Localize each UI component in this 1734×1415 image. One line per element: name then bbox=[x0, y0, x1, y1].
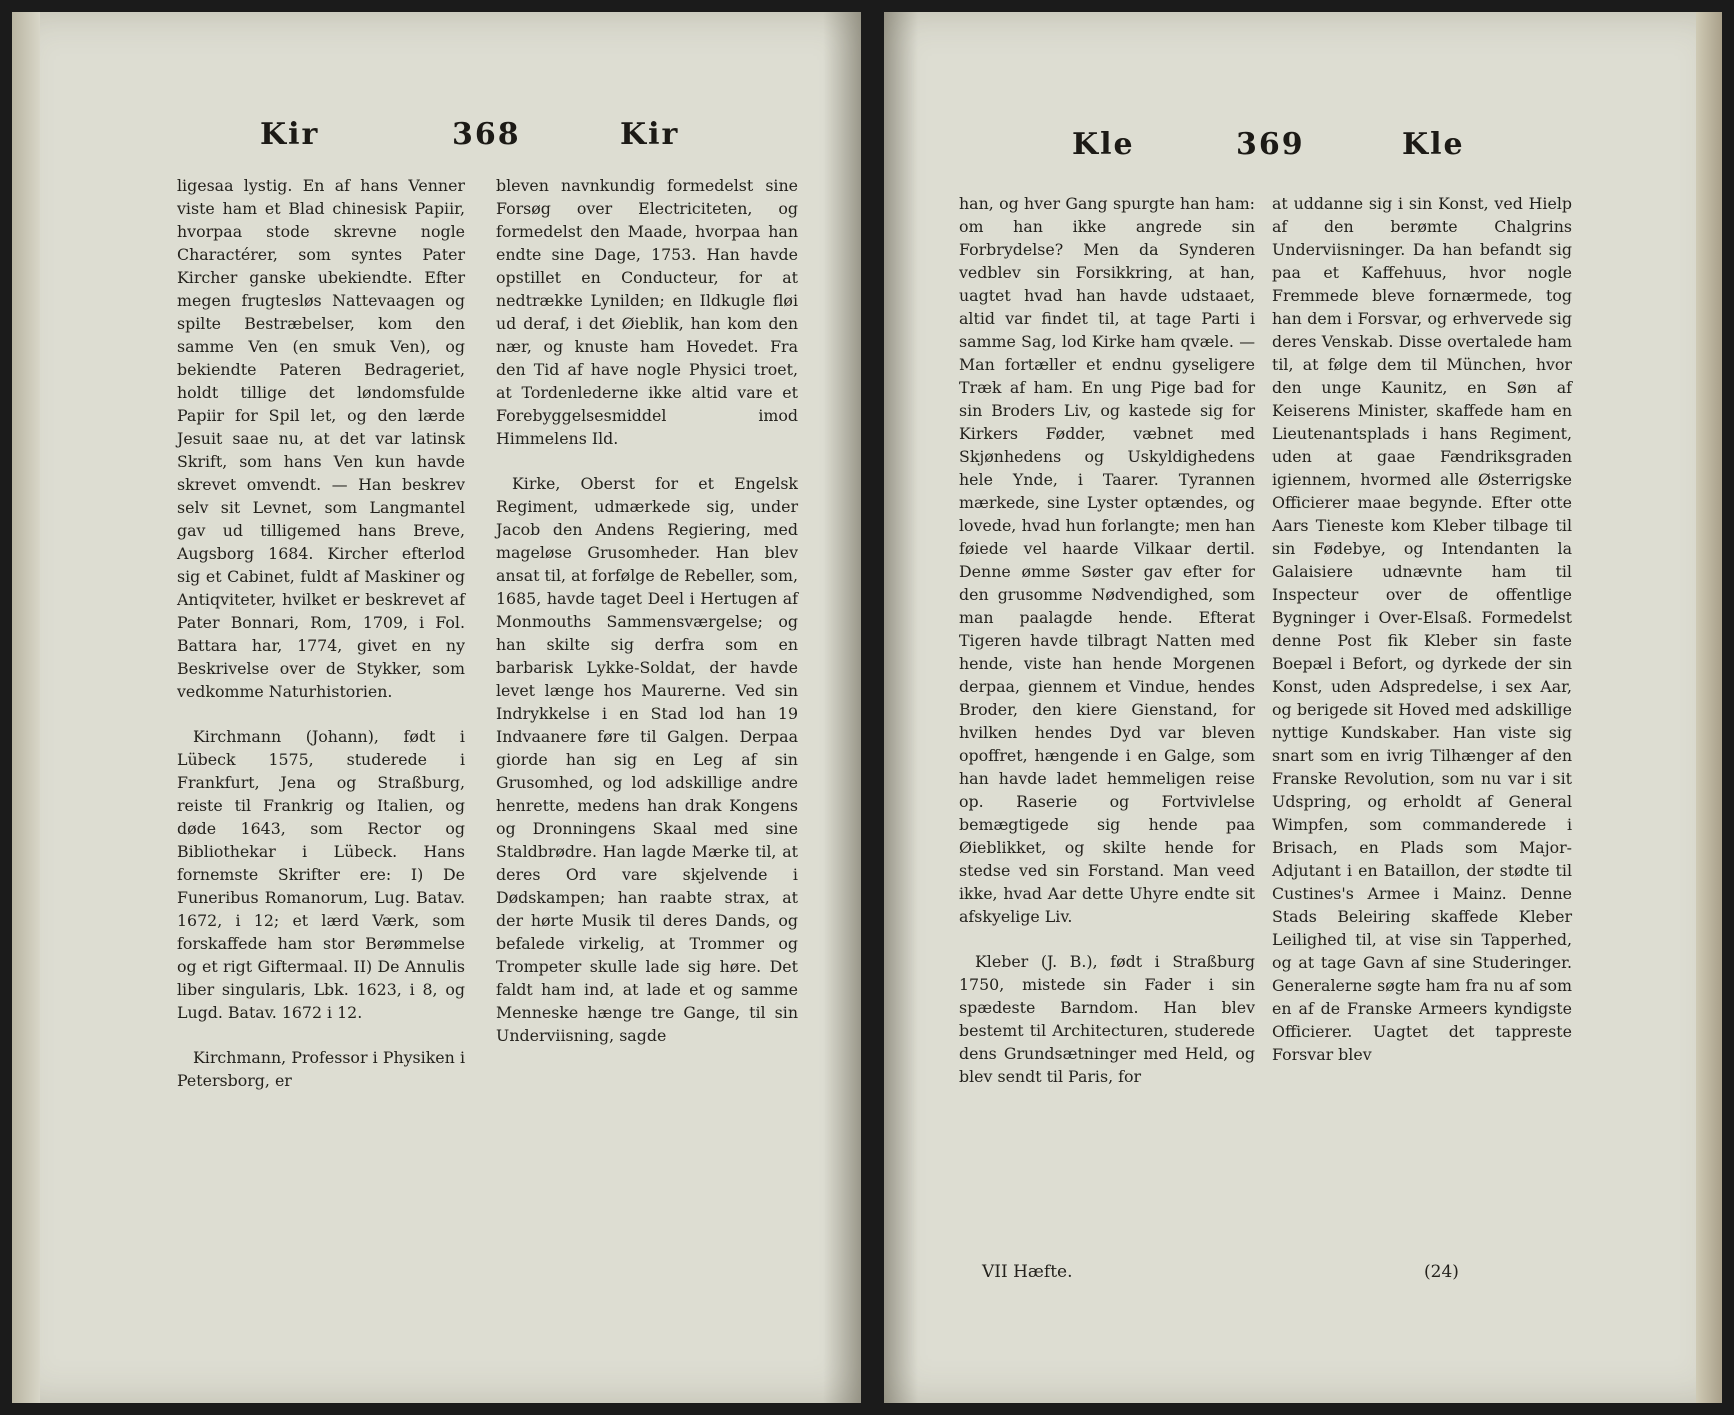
left-header-keyword-right: Kir bbox=[620, 117, 680, 152]
left-col1-entry-kirchmann-professor: Kirchmann, Professor i Physiken i Petersborg, er bbox=[177, 1048, 465, 1090]
left-col1-paragraph-1: ligesaa lystig. En af hans Venner viste ham et Blad chinesisk Papiir, hvorpaa stode skrevne nogle Charactérer, som syntes Pater Kircher ganske ubekiendte. Efter megen frugtesløs Nattevaagen og spilte Bestræbelser, kom den samme Ven (en smuk Ven), og bekiendte Pateren Bedrageriet, holdt tillige det løndomsfulde Papiir for Spil let, og den lærde Jesuit saae nu, at det var latinsk Skrift, som hans Ven kun havde skrevet omvendt. — Han beskrev selv sit Levnet, som Langmantel gav ud tilligemed hans Breve, Augsborg 1684. Kircher efterlod sig et Cabinet, fuldt af Maskiner og Antiqviteter, hvilket er beskrevet af Pater Bonnari, Rom, 1709, i Fol. Battara har, 1774, givet en ny Beskrivelse over de Stykker, som vedkomme Naturhistorien. bbox=[177, 176, 465, 701]
right-header-keyword-right: Kle bbox=[1402, 127, 1465, 162]
left-page bbox=[12, 12, 861, 1403]
left-header-keyword-left: Kir bbox=[260, 117, 320, 152]
right-page-number: 369 bbox=[1236, 127, 1305, 162]
left-col2-paragraph-1: bleven navnkundig formedelst sine Forsøg over Electriciteten, og formedelst den Maade, hvorpaa han endte sine Dage, 1753. Han havde opstillet en Conducteur, for at nedtrække Lynilden; en Ildkugle fløi ud deraf, i det Øieblik, han kom den nær, og knuste ham Hovedet. Fra den Tid af have nogle Physici troet, at Tordenlederne ikke altid vare et Forebyggelsesmiddel imod Himmelens Ild. bbox=[496, 176, 798, 448]
left-col2-entry-kirke: Kirke, Oberst for et Engelsk Regiment, udmærkede sig, under Jacob den Andens Regiering, med mageløse Grusomheder. Han blev ansat til, at forfølge de Rebeller, som, 1685, havde taget Deel i Hertugen af Monmouths Sammensværgelse; og han skilte sig derfra som en barbarisk Lykke-Soldat, der havde levet længe hos Maurerne. Ved sin Indrykkelse i en Stad lod han 19 Indvaanere føre til Galgen. Derpaa giorde han sig en Leg af sin Grusomhed, og lod adskillige andre henrette, medens han drak Kongens og Dronningens Skaal med sine Staldbrødre. Han lagde Mærke til, at deres Ord vare skjelvende i Dødskampen; han raabte strax, at der hørte Musik til deres Dands, og befalede virkelig, at Trommer og Trompeter skulle lade sig høre. Det faldt ham ind, at lade et og samme Menneske hænge tre Gange, til sin Underviisning, sagde bbox=[496, 474, 798, 1045]
right-gutter-shadow bbox=[884, 12, 918, 1403]
right-page bbox=[884, 12, 1722, 1403]
right-footer-sheet-number: (24) bbox=[1424, 1262, 1459, 1282]
right-col1-paragraph-1: han, og hver Gang spurgte han ham: om han ikke angrede sin Forbrydelse? Men da Synderen vedblev sin Forsikkring, at han, uagtet hvad han havde udstaaet, altid var findet til, at tage Parti i samme Sag, lod Kirke ham qvæle. — Man fortæller et endnu gyseligere Træk af ham. En ung Pige bad for sin Broders Liv, og kastede sig for Kirkers Fødder, væbnet med Skjønhedens og Uskyldighedens hele Ynde, i Taarer. Tyrannen mærkede, sine Lyster optændes, og lovede, hvad hun forlangte; men han føiede vel haarde Vilkaar dertil. Denne ømme Søster gav efter for den grusomme Nødvendighed, som man paalagde hende. Efterat Tigeren havde tilbragt Natten med hende, viste han hende Morgenen derpaa, giennem et Vindue, hendes Broder, den kiere Gienstand, for hvilken hendes Dyd var bleven opoffret, hængende i en Galge, som han havde ladet hemmeligen reise op. Raserie og Fortvivlelse bemægtigede sig hende paa Øieblikket, og skilte hende for stedse ved sin Forstand. Man veed ikke, hvad Aar dette Uhyre endte sit afskyelige Liv. bbox=[959, 194, 1255, 926]
left-page-edge bbox=[12, 12, 40, 1403]
right-col1-entry-kleber: Kleber (J. B.), født i Straßburg 1750, mistede sin Fader i sin spædeste Barndom. Han blev bestemt til Architecturen, studerede dens Grundsætninger med Held, og blev sendt til Paris, for bbox=[959, 952, 1255, 1086]
left-column-2 bbox=[496, 174, 798, 1069]
right-col2-paragraph-1: at uddanne sig i sin Konst, ved Hielp af den berømte Chalgrins Underviisninger. Da han befandt sig paa et Kaffehuus, hvor nogle Fremmede bleve fornærmede, tog han dem i Forsvar, og erhvervede sig deres Venskab. Disse overtalede ham til, at følge dem til München, hvor den unge Kaunitz, en Søn af Keiserens Minister, skaffede ham en Lieutenantsplads i hans Regiment, uden at gaae Fændriksgraden igiennem, hvormed alle Østerrigske Officierer maae begynde. Efter otte Aars Tieneste kom Kleber tilbage til sin Fødebye, og Intendanten la Galaisiere udnævnte ham til Inspecteur over de offentlige Bygninger i Over-Elsaß. Formedelst denne Post fik Kleber sin faste Boepæl i Befort, og dyrkede der sin Konst, uden Adspredelse, i sex Aar, og berigede sit Hoved med adskillige nyttige Kundskaber. Han viste sig snart som en ivrig Tilhænger af den Franske Revolution, som nu var i sit Udspring, og erholdt af General Wimpfen, som commanderede i Brisach, en Plads som Major-Adjutant i en Bataillon, der stødte til Custines's Armee i Mainz. Denne Stads Beleiring skaffede Kleber Leilighed til, at vise sin Tapperhed, og at tage Gavn af sine Studeringer. Generalerne søgte ham fra nu af som en af de Franske Armeers kyndigste Officierer. Uagtet det tappreste Forsvar blev bbox=[1272, 194, 1572, 1064]
right-header-keyword-left: Kle bbox=[1072, 127, 1135, 162]
right-page-edge bbox=[1696, 12, 1722, 1403]
left-col1-entry-kirchmann-johann: Kirchmann (Johann), født i Lübeck 1575, studerede i Frankfurt, Jena og Straßburg, reiste til Frankrig og Italien, og døde 1643, som Rector og Bibliothekar i Lübeck. Hans fornemste Skrifter ere: I) De Funeribus Romanorum, Lug. Batav. 1672, i 12; et lærd Værk, som forskaffede ham stor Berømmelse og et rigt Giftermaal. II) De Annulis liber singularis, Lbk. 1623, i 8, og Lugd. Batav. 1672 i 12. bbox=[177, 727, 465, 1022]
right-column-1 bbox=[959, 192, 1255, 1110]
right-footer-signature: VII Hæfte. bbox=[982, 1262, 1073, 1282]
left-gutter-shadow bbox=[823, 12, 861, 1403]
left-page-number: 368 bbox=[452, 117, 521, 152]
right-column-2 bbox=[1272, 192, 1572, 1088]
left-column-1 bbox=[177, 174, 465, 1114]
